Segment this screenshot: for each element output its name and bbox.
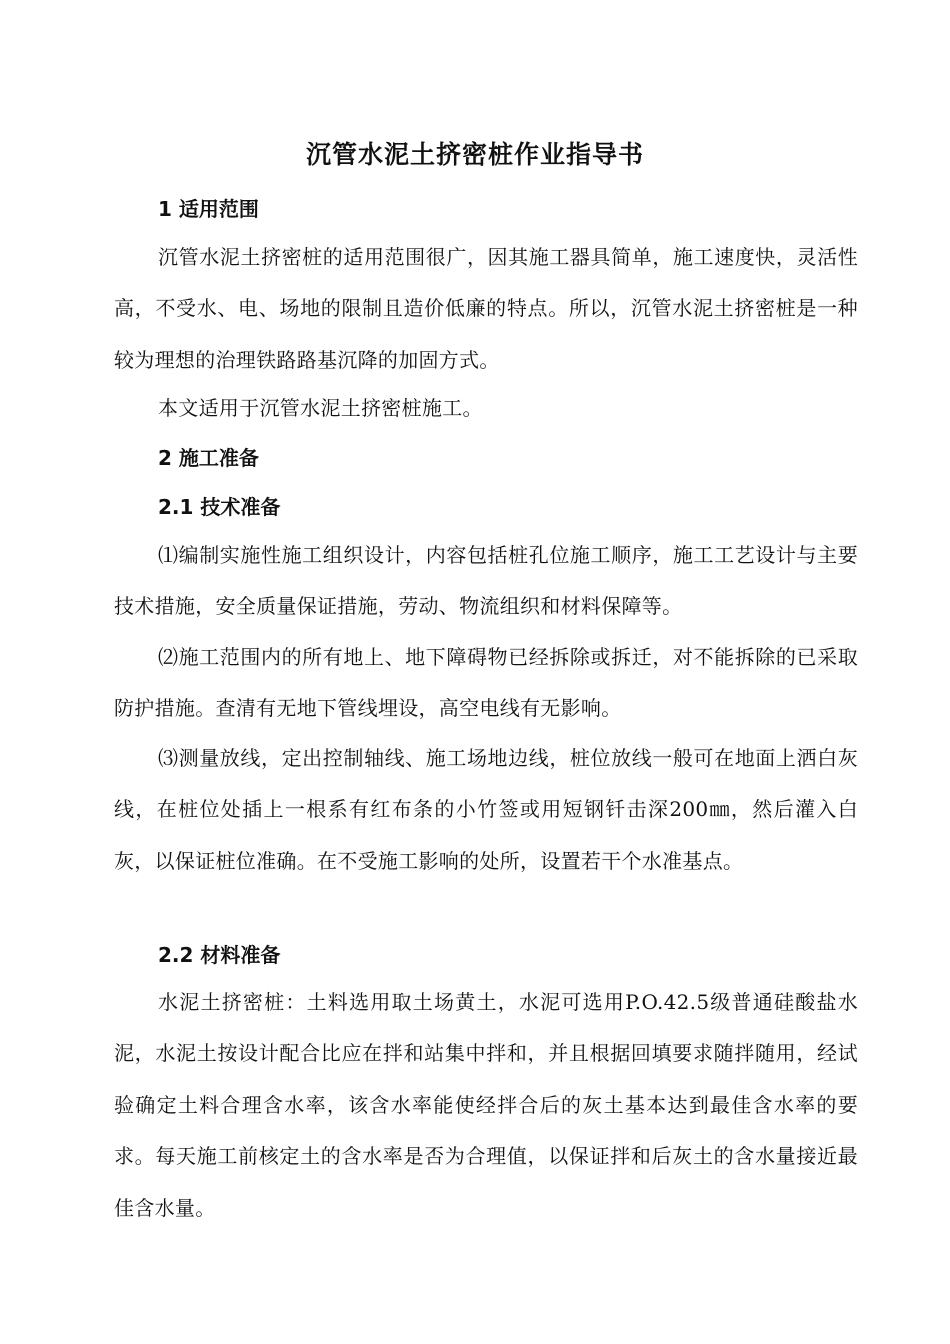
section-heading-2: 2 施工准备 xyxy=(158,446,259,470)
paragraph-tech-item-1: ⑴编制实施性施工组织设计，内容包括桩孔位施工顺序，施工工艺设计与主要技术措施，安全质量保证措施，劳动、物流组织和材料保障等。 xyxy=(114,543,858,619)
section-heading-2-1: 2.1 技术准备 xyxy=(158,495,281,519)
paragraph-material-prep: 水泥土挤密桩：土料选用取土场黄土，水泥可选用P.O.42.5级普通硅酸盐水泥，水泥土按设计配合比应在拌和站集中拌和，并且根据回填要求随拌随用，经试验确定土料合理含水率，该含水率能使经拌合后的灰土基本达到最佳含水率的要求。每天施工前核定土的含水率是否为合理值，以保证拌和后灰土的含水量接近最佳含水量。 xyxy=(114,990,858,1220)
paragraph-scope-description: 沉管水泥土挤密桩的适用范围很广，因其施工器具简单，施工速度快，灵活性高，不受水、电、场地的限制且造价低廉的特点。所以，沉管水泥土挤密桩是一种较为理想的治理铁路路基沉降的加固方式。 xyxy=(114,245,858,372)
paragraph-tech-item-3: ⑶测量放线，定出控制轴线、施工场地边线，桩位放线一般可在地面上洒白灰线，在桩位处插上一根系有红布条的小竹签或用短钢钎击深200㎜，然后灌入白灰，以保证桩位准确。在不受施工影响的处所，设置若干个水准基点。 xyxy=(114,746,858,873)
document-title: 沉管水泥土挤密桩作业指导书 xyxy=(305,140,644,169)
paragraph-tech-item-2: ⑵施工范围内的所有地上、地下障碍物已经拆除或拆迁，对不能拆除的已采取防护措施。查清有无地下管线埋设，高空电线有无影响。 xyxy=(114,645,858,721)
section-heading-2-2: 2.2 材料准备 xyxy=(158,943,281,967)
paragraph-scope-applicability: 本文适用于沉管水泥土挤密桩施工。 xyxy=(158,396,483,420)
section-heading-1: 1 适用范围 xyxy=(158,197,259,221)
